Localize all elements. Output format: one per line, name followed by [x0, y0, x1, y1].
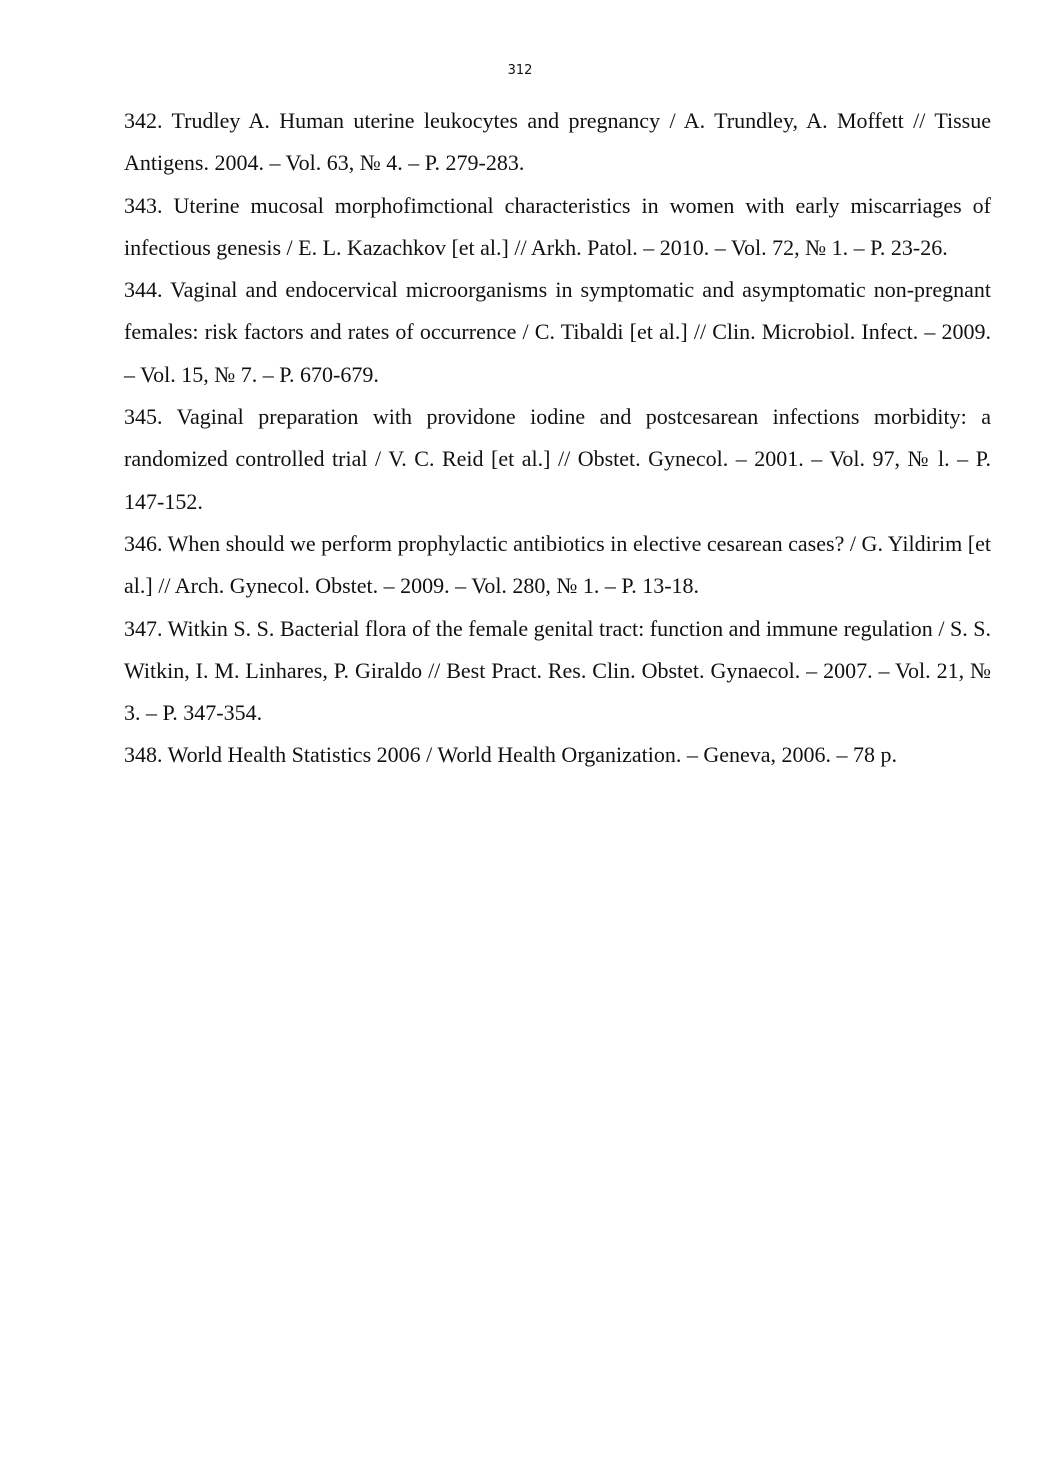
- reference-item-347: 347. Witkin S. S. Bacterial flora of the female genital tract: function and immune regulation / S. S. Witkin, I. M. Linhares, P. Giraldo // Best Pract. Res. Clin. Obstet. Gynaecol. – 2007. – Vol. 21, № 3. – P. 347-354.: [124, 615, 991, 726]
- reference-list: [124, 100, 991, 777]
- reference-item-345: 345. Vaginal preparation with providone iodine and postcesarean infections morbidity: a randomized controlled trial / V. C. Reid [et al.] // Obstet. Gynecol. – 2001. – Vol. 97, № l. – P. 147-152.: [124, 404, 991, 514]
- reference-item-346: 346. When should we perform prophylactic antibiotics in elective cesarean cases? / G. Yildirim [et al.] // Arch. Gynecol. Obstet. – 2009. – Vol. 280, № 1. – P. 13-18.: [124, 530, 991, 599]
- reference-item-343: 343. Uterine mucosal morphofimctional characteristics in women with early miscarriages of infectious genesis / E. L. Kazachkov [et al.] // Arkh. Patol. – 2010. – Vol. 72, № 1. – P. 23-26.: [124, 192, 991, 260]
- reference-item-342: 342. Trudley A. Human uterine leukocytes and pregnancy / A. Trundley, A. Moffett // Tissue Antigens. 2004. – Vol. 63, № 4. – P. 279-283.: [124, 108, 991, 176]
- reference-item-348: 348. World Health Statistics 2006 / World Health Organization. – Geneva, 2006. – 78 p.: [124, 742, 898, 768]
- page-number: 312: [507, 63, 533, 78]
- reference-item-344: 344. Vaginal and endocervical microorganisms in symptomatic and asymptomatic non-pregnant females: risk factors and rates of occurrence / C. Tibaldi [et al.] // Clin. Microbiol. Infect. – 2009. – Vol. 15, № 7. – P. 670-679.: [124, 277, 991, 387]
